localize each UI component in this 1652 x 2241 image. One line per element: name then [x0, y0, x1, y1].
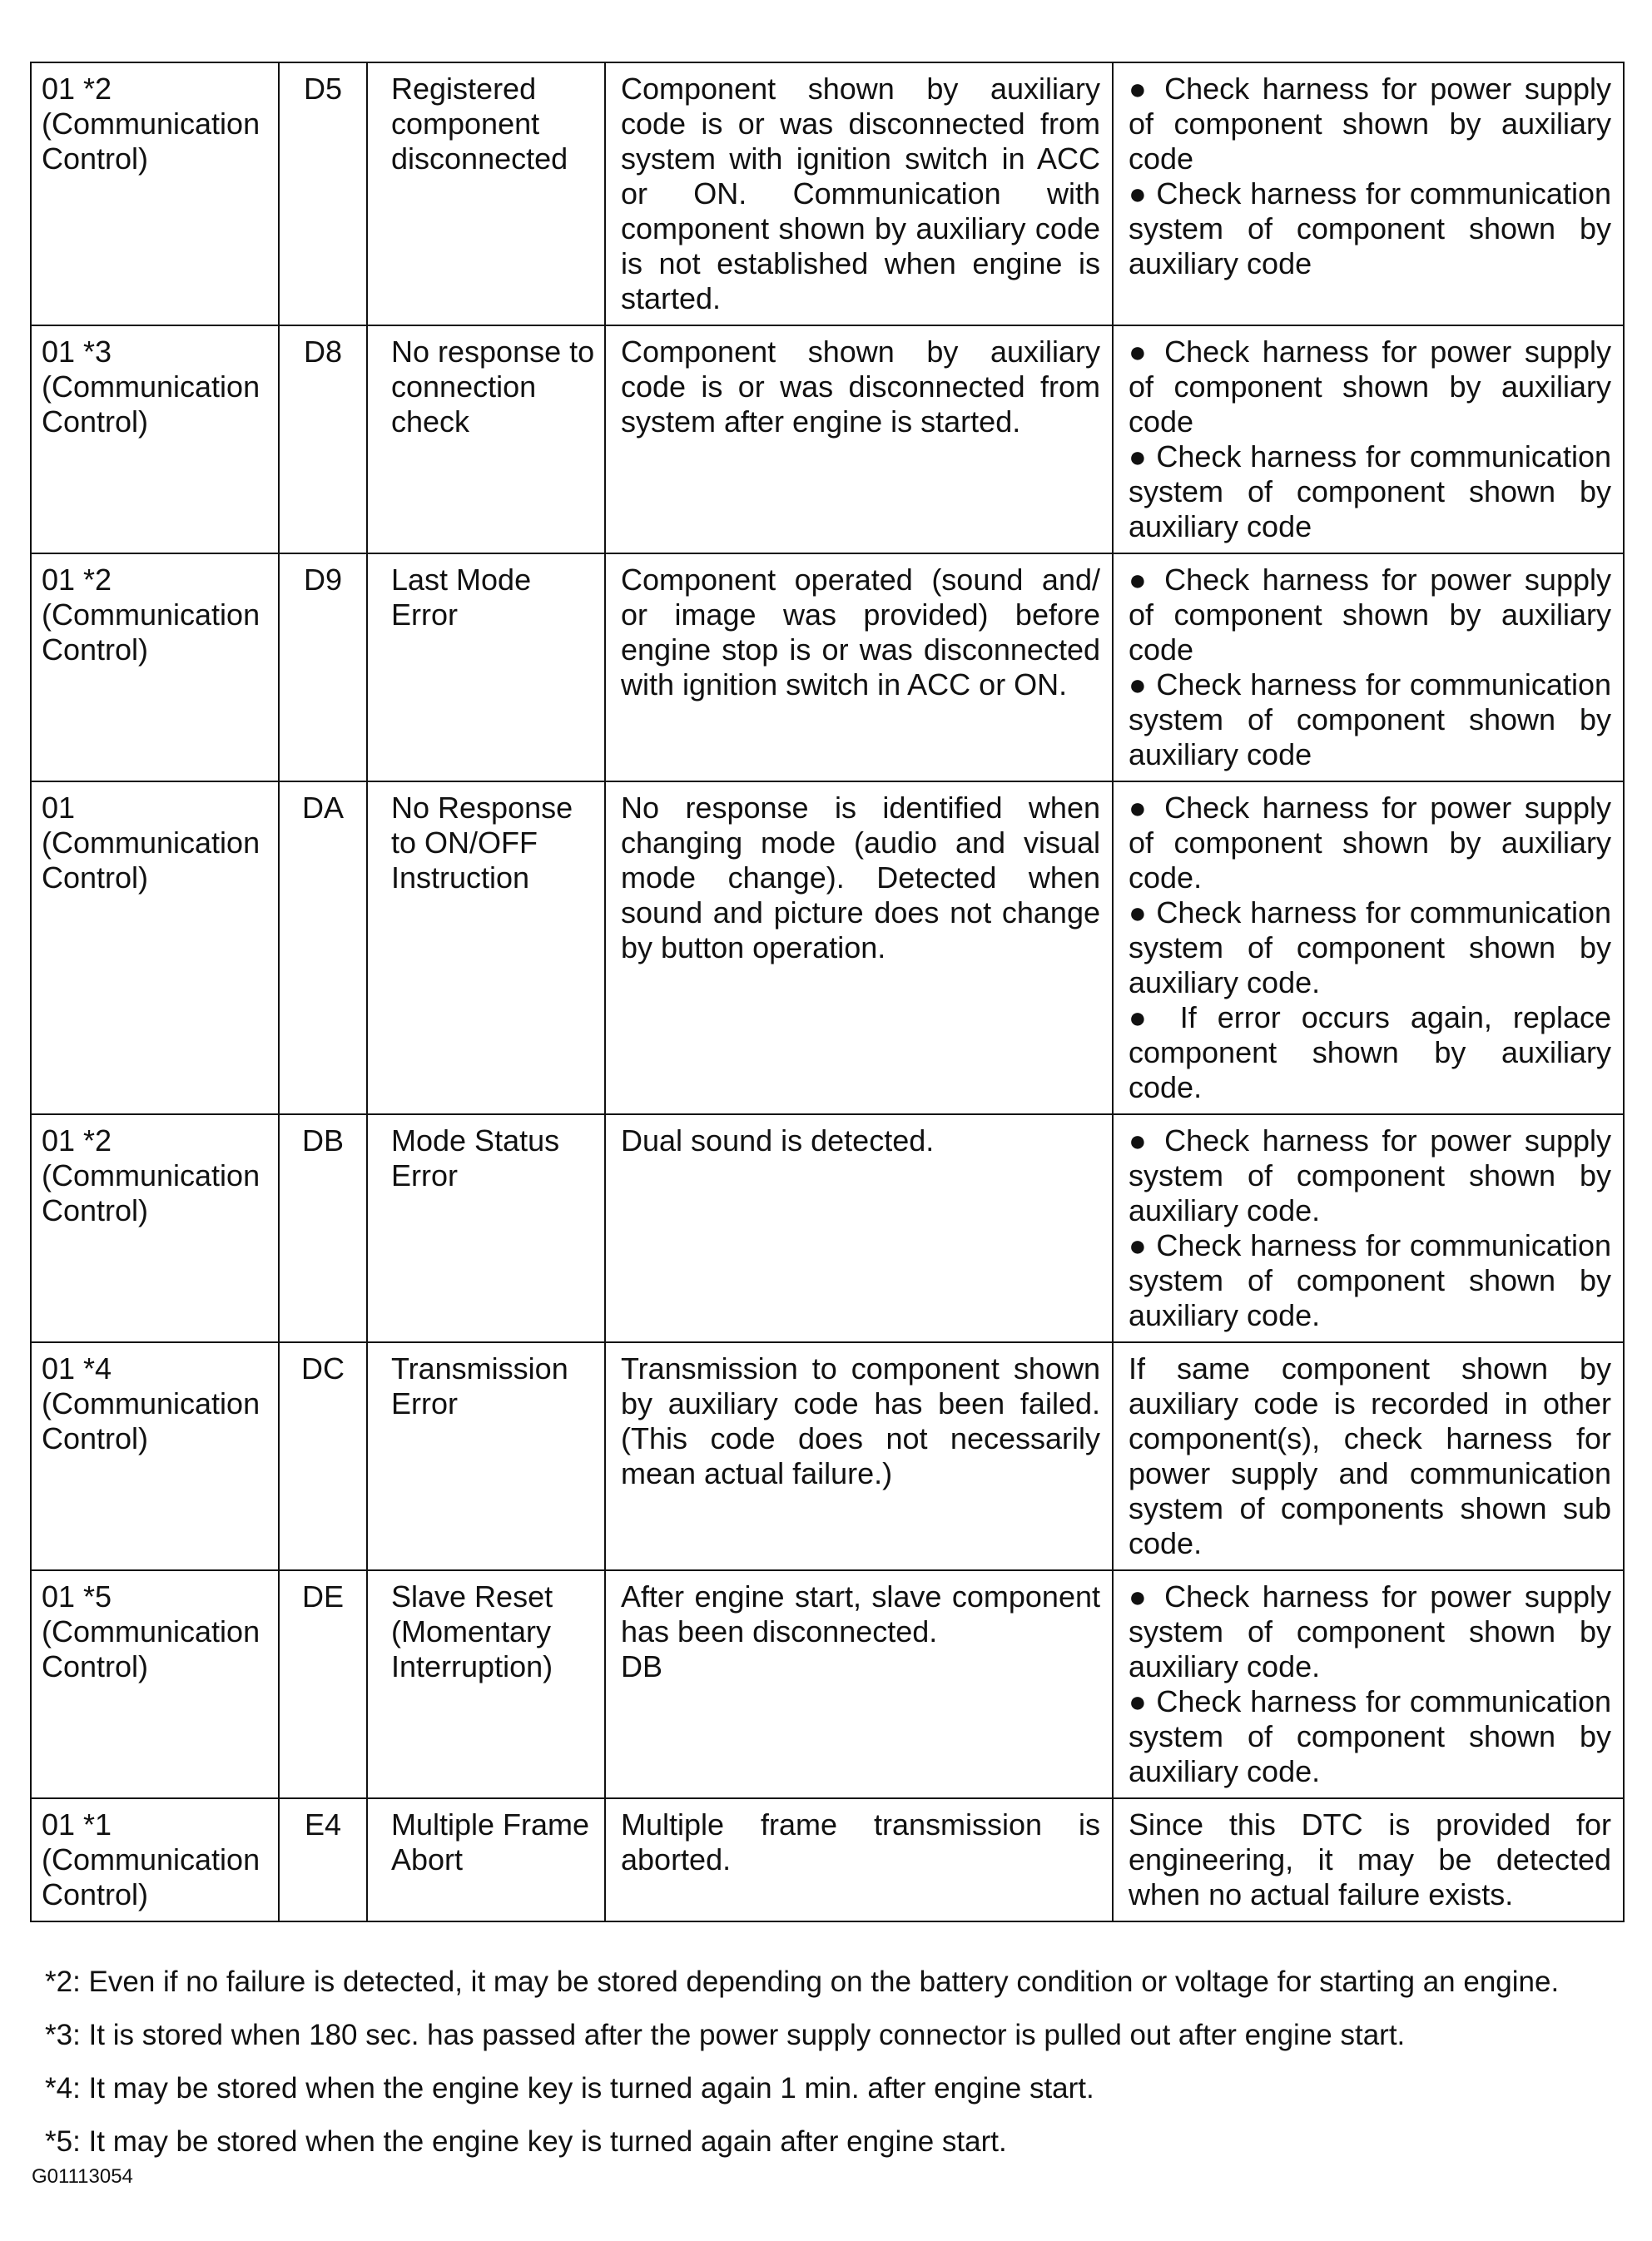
- system-text: (Communication: [42, 1158, 260, 1192]
- diagnosis-item-cell: [367, 1342, 605, 1570]
- diagnosis-item-text: Instruction: [391, 860, 530, 895]
- detection-condition-text: Transmission to component shown by auxiliary code has been failed. (This code does not necessarily mean actual failure.): [621, 1351, 1100, 1490]
- check-item: [1129, 1684, 1611, 1789]
- bullet-icon: ●: [1129, 1000, 1159, 1034]
- diagnosis-item-text: disconnected: [391, 141, 568, 176]
- dtc-code-cell: [279, 62, 367, 325]
- detection-condition-text: Component shown by auxiliary code is or was disconnected from system after engine is started.: [621, 335, 1100, 439]
- bullet-icon: ●: [1129, 439, 1148, 473]
- figure-id: G01113054: [32, 2165, 133, 2188]
- check-action-cell: [1113, 62, 1624, 325]
- detection-condition-cell: [605, 1342, 1113, 1570]
- system-text: Control): [42, 1193, 149, 1227]
- check-action-text: If same component shown by auxiliary code is recorded in other component(s), check harness for power supply and communication system of components shown sub code.: [1129, 1351, 1611, 1560]
- system-cell: [31, 1342, 279, 1570]
- check-action-cell: [1113, 553, 1624, 781]
- bullet-icon: ●: [1129, 895, 1148, 930]
- check-action-cell: [1113, 1342, 1624, 1570]
- detection-condition-cell: [605, 1798, 1113, 1921]
- bullet-icon: ●: [1129, 1579, 1152, 1614]
- diagnosis-item-text: No response to: [391, 335, 595, 369]
- detection-condition-text: DB: [621, 1649, 663, 1683]
- check-item: [1129, 667, 1611, 772]
- detection-condition-text: Multiple frame transmission is aborted.: [621, 1807, 1100, 1877]
- diagnosis-item-text: Interruption): [391, 1649, 553, 1683]
- diagnosis-item-cell: [367, 1114, 605, 1342]
- system-text: (Communication: [42, 1842, 260, 1877]
- system-text: Control): [42, 404, 149, 439]
- dtc-table-body: [31, 62, 1624, 1921]
- system-text: Control): [42, 1421, 149, 1455]
- detection-condition-cell: [605, 1570, 1113, 1798]
- bullet-icon: ●: [1129, 176, 1148, 211]
- bullet-icon: ●: [1129, 1228, 1148, 1262]
- dtc-code-cell: [279, 1798, 367, 1921]
- check-item-text: Check harness for power supply of component shown by auxiliary code.: [1129, 791, 1611, 895]
- detection-condition-text: After engine start, slave component has been disconnected.: [621, 1579, 1100, 1649]
- diagnosis-item-text: Error: [391, 1386, 458, 1420]
- bullet-icon: ●: [1129, 667, 1148, 702]
- dtc-code-cell: [279, 1570, 367, 1798]
- detection-condition-text: Component shown by auxiliary code is or was disconnected from system with ignition switch in ACC or ON. Communication with component shown by auxiliary code is not established when engine is started.: [621, 72, 1100, 315]
- detection-condition-text: Component operated (sound and/ or image was provided) before engine stop is or was disconnected with ignition switch in ACC or ON.: [621, 563, 1100, 702]
- table-row: [31, 781, 1624, 1114]
- diagnosis-item-text: Last Mode: [391, 563, 532, 597]
- check-action-text: Since this DTC is provided for engineering, it may be detected when no actual failure exists.: [1129, 1807, 1611, 1911]
- check-item-text: Check harness for communication system of component shown by auxiliary code.: [1129, 1228, 1611, 1332]
- diagnosis-item-cell: [367, 62, 605, 325]
- system-text: 01 *2: [42, 1123, 112, 1158]
- check-action-cell: [1113, 1114, 1624, 1342]
- diagnosis-item-text: Error: [391, 597, 458, 632]
- table-row: [31, 1798, 1624, 1921]
- table-row: [31, 553, 1624, 781]
- system-text: Control): [42, 141, 149, 176]
- dtc-code-cell: [279, 1114, 367, 1342]
- check-item-text: Check harness for power supply of component shown by auxiliary code: [1129, 335, 1611, 439]
- system-text: (Communication: [42, 597, 260, 632]
- table-row: [31, 1570, 1624, 1798]
- check-item: [1129, 176, 1611, 281]
- table-row: [31, 62, 1624, 325]
- system-text: (Communication: [42, 369, 260, 404]
- footnote: *5: It may be stored when the engine key is turned again after engine start.: [45, 2125, 1007, 2158]
- system-text: (Communication: [42, 1614, 260, 1649]
- table-row: [31, 1342, 1624, 1570]
- dtc-code: DC: [301, 1351, 345, 1386]
- dtc-code: E4: [304, 1807, 342, 1842]
- system-cell: [31, 781, 279, 1114]
- check-item-text: Check harness for power supply system of component shown by auxiliary code.: [1129, 1579, 1611, 1683]
- check-item-text: Check harness for communication system of component shown by auxiliary code: [1129, 176, 1611, 280]
- bullet-icon: ●: [1129, 563, 1152, 597]
- check-item: [1129, 1579, 1611, 1684]
- diagnosis-item-text: (Momentary: [391, 1614, 552, 1649]
- system-text: 01 *5: [42, 1579, 112, 1614]
- check-item: [1129, 335, 1611, 439]
- dtc-code: DE: [301, 1579, 344, 1614]
- bullet-icon: ●: [1129, 72, 1152, 106]
- detection-condition-cell: [605, 1114, 1113, 1342]
- diagnosis-item-text: to ON/OFF: [391, 826, 538, 860]
- system-text: (Communication: [42, 107, 260, 141]
- dtc-code-cell: [279, 325, 367, 553]
- bullet-icon: ●: [1129, 335, 1152, 369]
- system-text: 01 *2: [42, 72, 112, 106]
- dtc-code: D5: [303, 72, 343, 106]
- check-item-text: Check harness for communication system of component shown by auxiliary code: [1129, 439, 1611, 543]
- system-cell: [31, 1114, 279, 1342]
- dtc-code: DB: [301, 1123, 344, 1158]
- check-item: [1129, 563, 1611, 667]
- diagnosis-item-text: Error: [391, 1158, 458, 1192]
- check-item-text: Check harness for communication system of component shown by auxiliary code.: [1129, 1684, 1611, 1788]
- system-cell: [31, 325, 279, 553]
- diagnosis-item-cell: [367, 1798, 605, 1921]
- detection-condition-cell: [605, 325, 1113, 553]
- system-cell: [31, 1798, 279, 1921]
- check-item: [1129, 895, 1611, 1000]
- system-text: 01: [42, 791, 76, 825]
- system-text: Control): [42, 1877, 149, 1911]
- diagnosis-item-cell: [367, 553, 605, 781]
- system-text: (Communication: [42, 1386, 260, 1420]
- check-action-cell: [1113, 325, 1624, 553]
- system-text: 01 *3: [42, 335, 112, 369]
- system-text: 01 *1: [42, 1807, 112, 1842]
- system-text: 01 *4: [42, 1351, 112, 1386]
- dtc-code: D8: [303, 335, 343, 369]
- footnote: *2: Even if no failure is detected, it may be stored depending on the battery condition or voltage for starting an engine.: [45, 1966, 1560, 1998]
- check-item: [1129, 439, 1611, 544]
- detection-condition-cell: [605, 62, 1113, 325]
- system-text: (Communication: [42, 826, 260, 860]
- dtc-code-cell: [279, 553, 367, 781]
- system-cell: [31, 1570, 279, 1798]
- dtc-code: D9: [303, 563, 343, 597]
- system-text: Control): [42, 1649, 149, 1683]
- diagnosis-item-text: check: [391, 404, 470, 439]
- detection-condition-cell: [605, 781, 1113, 1114]
- diagnosis-item-cell: [367, 1570, 605, 1798]
- diagnosis-item-cell: [367, 781, 605, 1114]
- system-text: Control): [42, 860, 149, 895]
- check-item-text: Check harness for power supply of component shown by auxiliary code: [1129, 563, 1611, 667]
- dtc-code-cell: [279, 781, 367, 1114]
- system-cell: [31, 62, 279, 325]
- system-cell: [31, 553, 279, 781]
- footnote: *4: It may be stored when the engine key is turned again 1 min. after engine start.: [45, 2072, 1094, 2105]
- diagnosis-item-text: No Response: [391, 791, 573, 825]
- check-item: [1129, 1000, 1611, 1105]
- diagnosis-item-text: connection: [391, 369, 537, 404]
- check-action-cell: [1113, 1570, 1624, 1798]
- detection-condition-text: Dual sound is detected.: [621, 1123, 935, 1158]
- system-text: Control): [42, 632, 149, 667]
- check-item-text: Check harness for power supply system of component shown by auxiliary code.: [1129, 1123, 1611, 1227]
- bullet-icon: ●: [1129, 791, 1152, 825]
- check-item-text: Check harness for power supply of component shown by auxiliary code: [1129, 72, 1611, 176]
- diagnosis-item-text: Multiple Frame: [391, 1807, 590, 1842]
- check-item: [1129, 72, 1611, 176]
- footnote: *3: It is stored when 180 sec. has passed after the power supply connector is pulled out after engine start.: [45, 2019, 1406, 2051]
- bullet-icon: ●: [1129, 1684, 1148, 1718]
- system-text: 01 *2: [42, 563, 112, 597]
- detection-condition-cell: [605, 553, 1113, 781]
- diagnosis-item-text: Mode Status: [391, 1123, 560, 1158]
- diagnosis-item-text: component: [391, 107, 540, 141]
- check-item: [1129, 1123, 1611, 1228]
- detection-condition-text: No response is identified when changing mode (audio and visual mode change). Detected when sound and picture does not change by button operation.: [621, 791, 1100, 964]
- bullet-icon: ●: [1129, 1123, 1152, 1158]
- diagnosis-item-text: Slave Reset: [391, 1579, 553, 1614]
- footnotes: [45, 1964, 1635, 2177]
- diagnosis-item-text: Registered: [391, 72, 537, 106]
- check-item-text: If error occurs again, replace component shown by auxiliary code.: [1129, 1000, 1611, 1104]
- table-row: [31, 1114, 1624, 1342]
- check-action-cell: [1113, 781, 1624, 1114]
- check-item: [1129, 1228, 1611, 1333]
- diagnosis-item-cell: [367, 325, 605, 553]
- dtc-code: DA: [301, 791, 344, 825]
- table-row: [31, 325, 1624, 553]
- diagnosis-item-text: Abort: [391, 1842, 464, 1877]
- dtc-table: [30, 62, 1625, 1922]
- check-item-text: Check harness for communication system of component shown by auxiliary code.: [1129, 895, 1611, 999]
- check-item-text: Check harness for communication system of component shown by auxiliary code: [1129, 667, 1611, 771]
- check-item: [1129, 791, 1611, 895]
- diagnosis-item-text: Transmission: [391, 1351, 568, 1386]
- check-action-cell: [1113, 1798, 1624, 1921]
- dtc-code-cell: [279, 1342, 367, 1570]
